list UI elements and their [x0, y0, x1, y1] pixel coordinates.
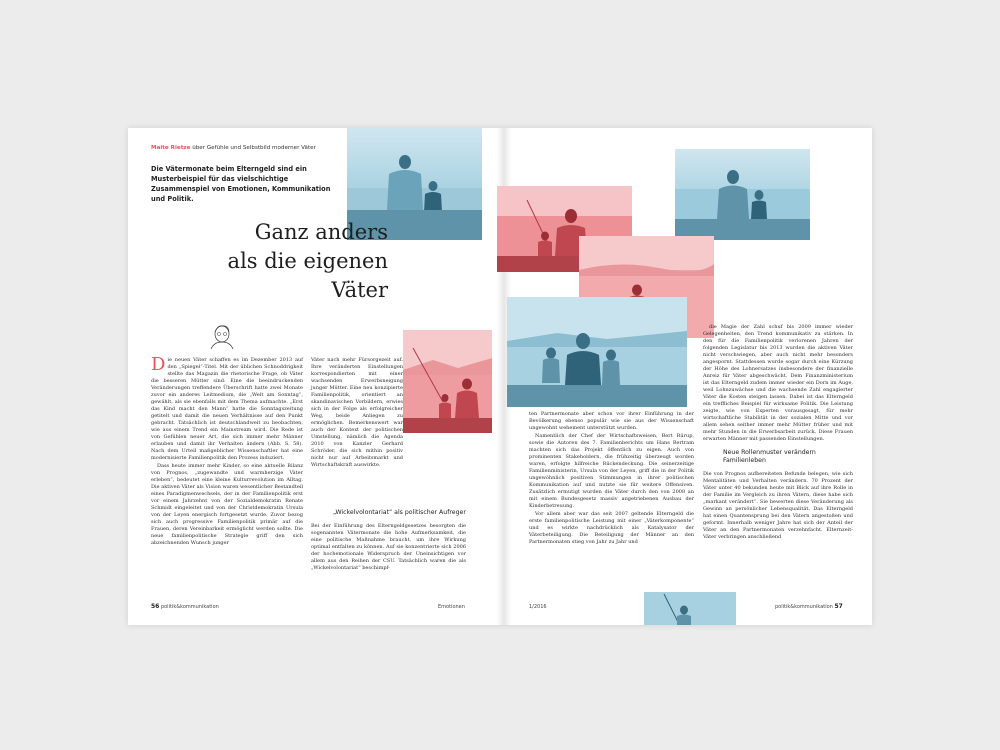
paragraph: Väter nach mehr Fürsorgezeit auf. Ihre veränderten Einstellungen korrespondierten mit einer wachsenden Erwerbsneigung junger Mütter. Eine neu konzipierte Familienpolitik, orientiert an skandinavischen Vorbildern, erwies sich in der Folge als erfolgreicher Weg, beide Anliegen zu ermöglichen. Bemerkenswert war auch der Kontext der politischen Umstellung, nämlich die Agenda 2010 von Kanzler Gerhard Schröder, die sich mithin positiv nicht nur auf Arbeitsmarkt und Wirtschaftskraft auswirkte.	[311, 357, 403, 468]
subheading-wickelvolontariat: „Wickelvolontariat“ als politischer Aufreger	[333, 509, 466, 516]
photo-father-children-pier	[507, 297, 687, 407]
author-portrait-sketch	[208, 323, 236, 349]
headline-line-2: als die eigenen	[227, 249, 388, 273]
paragraph: Vor allem aber war das seit 2007 geltende Elterngeld die erste familienpolitische Leistung mit einer „Väterkomponente“ und es wirkte nachdrücklich als Katalysator der Väterbeteiligung. Die Beteiligung der Männer an den Partnermonaten stieg von Jahr zu Jahr und	[529, 511, 694, 545]
paragraph: die Magie der Zahl schuf bis 2009 immer wieder Gelegenheiten, den Trend kommunikativ zu stärken. In den für die Familienpolitik verlorenen Jahren der folgenden Legislatur bis 2013 wurden die aktiven Väter nicht verschwiegen, aber auch nicht mehr besonders angespornt. Stattdessen wurde sogar durch eine Kürzung der Höhe des Lohnersatzes insbesondere der finanzielle Anreiz für Väter abgeschwächt. Dem Finanzministerium ist das Elterngeld zudem immer wieder ein Dorn im Auge, weil Lohnzuwächse und die wachsende Zahl engagierter Väter die Kosten steigen lassen. Dabei ist das Elterngeld ein treffliches Beispiel für wirksame Politik. Die Leistung zeigte, wie von Experten vorausgesagt, für mehr wirtschaftliche Stabilität in der sozialen Mitte und vor allem sehen seither immer mehr Mütter früher und mit mehr Stunden in die Erwerbsarbeit zurück. Diese Frauen erwarten Männer mit passenden Einstellungen.	[703, 324, 853, 442]
page-number-left: 56	[151, 603, 160, 610]
text-column-2-lower	[311, 503, 466, 573]
text-column-3	[529, 411, 694, 547]
page-number-right: 57	[834, 603, 843, 610]
photo-father-child-fishing-1	[403, 330, 492, 433]
author-line	[151, 145, 316, 151]
paragraph: ten Partnermonate aber schon vor ihrer Einführung in der Bevölkerung ebenso populär wie sie aus der Wissenschaft ungewohnt wehement unterstützt wurden.	[529, 411, 694, 431]
drop-cap: D	[151, 354, 166, 375]
text-column-2	[311, 357, 403, 470]
footer-magazine-left: politik&kommunikation	[160, 604, 219, 610]
footer-issue: 1/2016	[529, 604, 547, 610]
paragraph: Die von Prognos aufbereiteten Befunde belegen, wie sich Mentalitäten und Verhalten verändern. 70 Prozent der Väter unter 40 bekunden heute mit Blick auf ihre Rolle in der Familie im Vergleich zu ihren Vätern, diese habe sich „markant verändert“. Sie bewerten diese Veränderung als Gewinn an persönlicher Lebensqualität. Das Elterngeld hat einen Quantensprung bei den Vätern angestoßen und geformt. Innerhalb weniger Jahre hat sich der Anteil der Väter an den Partnermonaten verzehnfacht. Elternzeit-Väter verbringen anschließend	[703, 471, 853, 540]
paragraph: Namentlich der Chef der Wirtschaftsweisen, Bert Rürup, sowie die Autoren des 7. Familienberichts um Hans Bertram machten sich das Projekt öffentlich zu eigen. Auch von prominenten Stakeholdern, die frühzeitig überzeugt worden waren, erfolgte hilfreiche Rückendeckung. Die seinerzeitige Familienministerin, Ursula von der Leyen, griff die in der Politik ungewöhnlich positiven Stimmungen in ihrer politischen Kommunikation auf und nutzte sie für weitere Offensiven. Zusätzlich ermutigt wurden die Väter durch den von 2008 an mit einem Bundesgesetz massiv angetriebenen Ausbau der Kinderbetreuung.	[529, 433, 694, 509]
headline-line-1: Ganz anders	[254, 220, 388, 244]
paragraph: Die neuen Väter schaffen es im Dezember 2013 auf den „Spiegel“-Titel. Mit der üblichen Schnoddrigkeit stellte das Magazin die rhetorische Frage, ob Väter die besseren Mütter sind. Eine die beeindruckenden Veränderungen treffendere Überschrift hatte zwei Monate zuvor ein anderes Leitmedium, die „Welt am Sonntag“, gewählt, als sie ebenfalls mit dem Thema aufmachte. „Erst das Kind macht den Mann“ hatte die Sonntagszeitung getitelt und damit die neuen Verhältnisse auf den Punkt gebracht. Tatsächlich ist deutschlandweit zu beobachten, wie aus einem Trend ein Mainstream wird. Die Rede ist von Gefühlen neuer Art, die sich immer mehr Männer erlauben und damit ihr Verhalten ändern (Abb. S. 58). Nach dem Urteil maßgeblicher Wissenschaftler hat eine modernisierte Familienpolitik den Prozess induziert.	[151, 354, 303, 461]
headline-line-3: Väter	[331, 278, 388, 302]
article-lead: Die Vätermonate beim Elterngeld sind ein Musterbeispiel für das vielschichtige Zusammenspiel von Emotionen, Kommunikation und Politik.	[151, 165, 331, 203]
text-column-4	[703, 324, 853, 542]
footer-right	[775, 603, 843, 610]
paragraph: Bei der Einführung des Elterngeldgesetzes besorgten die sogenannten Vätermonate die hohe Aufmerksamkeit, die eine politische Maßnahme braucht, um ihre Wirkung optimal entfalten zu können. Auf sie konzentrierte sich 2006 der hochemotionale Widerspruch der Uneinsichtigen vor allem aus den Reihen der CSU. Tatsächlich waren die als „Wickelvolontariat“ beschimpf-	[311, 523, 466, 571]
footer-left	[151, 603, 219, 610]
subheading-rollenmuster: Neue Rollenmuster verändern Familienleben	[723, 449, 816, 464]
photo-fishing-bottom	[644, 592, 736, 625]
article-headline	[190, 218, 388, 305]
footer-section: Emotionen	[438, 604, 465, 610]
paragraph: Dass heute immer mehr Kinder, so eine aktuelle Bilanz von Prognos, „zugewandte und warmherzige Väter erleben“, bedeutet eine kleine Kulturrevolution im Alltag. Die aktiven Väter als Vision waren wesentlicher Bestandteil eines Paradigmenwechsels, der in der Familienpolitik erst vor einem Jahrzehnt von der Sozialdemokratin Renate Schmidt eingeleitet und von der Christdemokratin Ursula von der Leyen energisch fortgesetzt wurde. Zuvor bezog sich auch progressive Familienpolitik primär auf die Frauen, deren Vereinbarkeit ermöglicht werden sollte. Die neue familienpolitische Strategie griff den sich abzeichnenden Wunsch junger	[151, 463, 303, 546]
text-column-1	[151, 354, 303, 548]
footer-magazine-right: politik&kommunikation	[775, 604, 833, 610]
author-name: Maite Rietze	[151, 145, 191, 151]
photo-father-child-dock-2	[675, 149, 810, 240]
author-topic: über Gefühle und Selbstbild moderner Väter	[192, 145, 316, 151]
